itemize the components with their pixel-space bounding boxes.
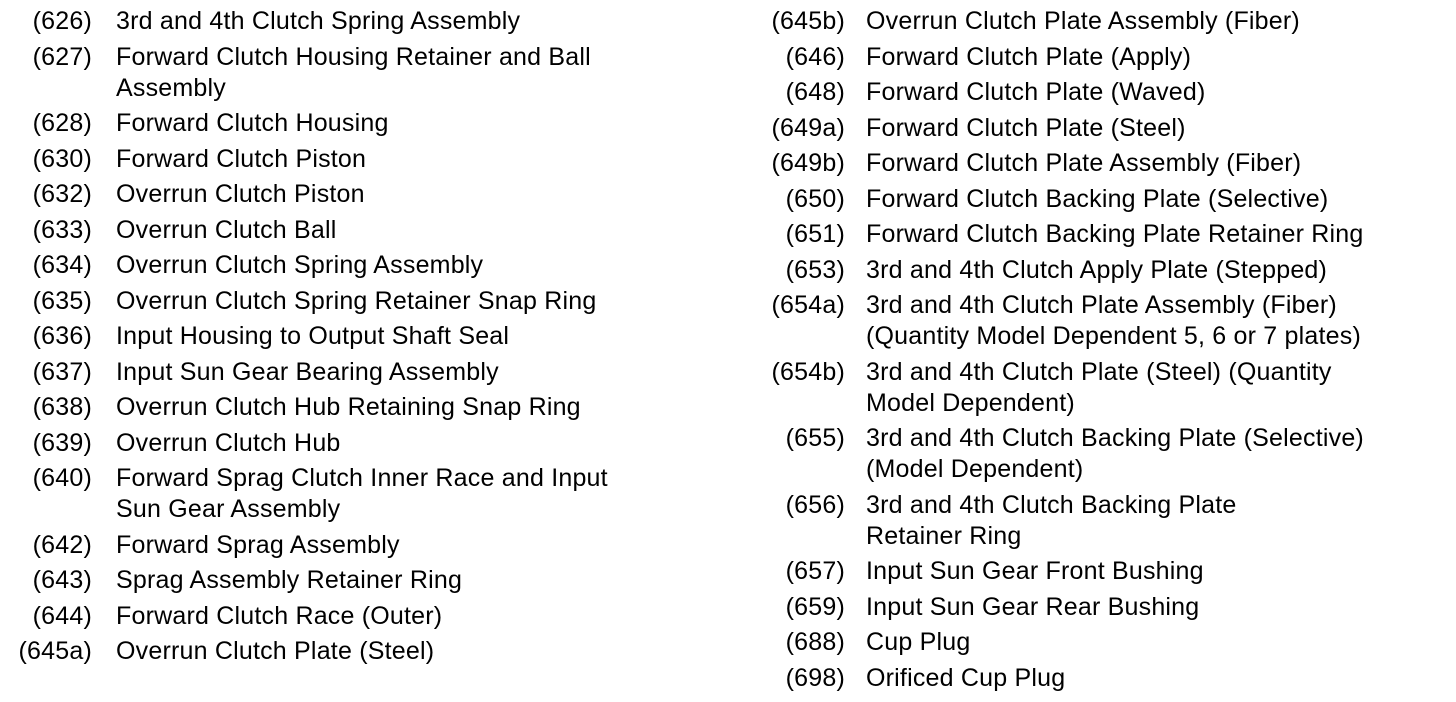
part-description-line: Forward Clutch Backing Plate (Selective) — [866, 184, 1329, 213]
part-number: (643) — [32, 566, 92, 594]
part-description — [92, 286, 700, 317]
part-number: (657) — [785, 557, 845, 585]
parts-list-item — [748, 592, 1448, 623]
part-description-line: Input Sun Gear Bearing Assembly — [116, 357, 499, 386]
parts-list-item — [748, 42, 1448, 73]
part-description-line: Forward Clutch Plate (Apply) — [866, 42, 1192, 71]
part-description — [845, 627, 1448, 658]
part-number: (644) — [32, 601, 92, 630]
part-description-line: Forward Sprag Clutch Inner Race and Input — [116, 464, 608, 492]
parts-list-item — [748, 219, 1448, 250]
part-description — [845, 490, 1448, 552]
part-description — [92, 144, 700, 175]
parts-list-item — [748, 113, 1448, 144]
part-description — [92, 428, 700, 459]
part-description — [845, 42, 1448, 73]
part-description-line: Input Sun Gear Rear Bushing — [866, 592, 1200, 621]
parts-list-item — [0, 321, 700, 352]
parts-list-item — [0, 565, 700, 596]
parts-list-item — [0, 6, 700, 37]
part-number: (645b) — [771, 7, 845, 35]
part-description — [92, 6, 700, 37]
part-description — [92, 42, 700, 104]
part-description — [92, 565, 700, 596]
part-description — [845, 219, 1448, 250]
part-description — [845, 592, 1448, 623]
part-description-line: Cup Plug — [866, 628, 971, 656]
part-description-line: Forward Sprag Assembly — [116, 530, 400, 559]
part-description-line: Forward Clutch Plate Assembly (Fiber) — [866, 149, 1302, 177]
part-number: (628) — [32, 109, 92, 137]
parts-list-item — [0, 428, 700, 459]
part-description-line: Model Dependent) — [866, 388, 1075, 417]
part-number: (651) — [785, 220, 845, 248]
part-number: (653) — [785, 255, 845, 284]
parts-list-item — [748, 77, 1448, 108]
parts-list-item — [748, 663, 1448, 694]
part-description — [92, 392, 700, 423]
part-number: (635) — [32, 286, 92, 315]
parts-list-item — [748, 357, 1448, 419]
part-description-line: (Model Dependent) — [866, 455, 1084, 483]
part-description-line: Overrun Clutch Hub — [116, 428, 341, 457]
part-description-line: Forward Clutch Plate (Waved) — [866, 78, 1206, 106]
part-number: (698) — [785, 663, 845, 692]
part-description-line: Retainer Ring — [866, 521, 1022, 550]
parts-list-right-column — [748, 6, 1448, 698]
part-number: (648) — [785, 78, 845, 106]
parts-list-item — [0, 601, 700, 632]
part-number: (632) — [32, 180, 92, 208]
parts-list-item — [0, 42, 700, 104]
part-number: (659) — [785, 592, 845, 621]
parts-list-item — [748, 255, 1448, 286]
parts-list-item — [0, 357, 700, 388]
part-description — [92, 179, 700, 210]
part-number: (656) — [785, 490, 845, 519]
part-description-line: Input Housing to Output Shaft Seal — [116, 322, 510, 350]
part-description-line: Forward Clutch Housing — [116, 109, 389, 137]
parts-list-item — [0, 250, 700, 281]
part-number: (645a) — [18, 637, 92, 665]
parts-list-item — [0, 144, 700, 175]
part-description-line: Overrun Clutch Piston — [116, 180, 365, 208]
parts-list-item — [0, 286, 700, 317]
part-description-line: 3rd and 4th Clutch Apply Plate (Stepped) — [866, 255, 1328, 284]
part-description — [845, 6, 1448, 37]
part-number: (646) — [785, 42, 845, 71]
part-number: (627) — [32, 42, 92, 71]
part-description — [845, 423, 1448, 485]
parts-list-item — [748, 6, 1448, 37]
parts-list-item — [0, 108, 700, 139]
part-description — [92, 250, 700, 281]
part-number: (642) — [32, 530, 92, 559]
part-description — [845, 113, 1448, 144]
part-description — [845, 556, 1448, 587]
part-description-line: Overrun Clutch Hub Retaining Snap Ring — [116, 393, 581, 421]
part-number: (630) — [32, 144, 92, 173]
part-description-line: 3rd and 4th Clutch Backing Plate — [866, 490, 1237, 519]
part-number: (638) — [32, 393, 92, 421]
parts-list-item — [0, 179, 700, 210]
part-description — [92, 530, 700, 561]
part-description-line: Forward Clutch Housing Retainer and Ball — [116, 42, 591, 71]
part-description — [845, 77, 1448, 108]
parts-list-item — [748, 290, 1448, 352]
part-description-line: (Quantity Model Dependent 5, 6 or 7 plates) — [866, 322, 1361, 350]
part-number: (654a) — [771, 291, 845, 319]
part-number: (649a) — [771, 113, 845, 142]
part-number: (634) — [32, 251, 92, 279]
part-number: (626) — [32, 7, 92, 35]
part-description — [92, 215, 700, 246]
part-description — [92, 357, 700, 388]
part-number: (633) — [32, 215, 92, 244]
part-description-line: Overrun Clutch Ball — [116, 215, 337, 244]
part-number: (655) — [785, 424, 845, 452]
part-description-line: Orificed Cup Plug — [866, 663, 1066, 692]
part-description-line: Sprag Assembly Retainer Ring — [116, 566, 463, 594]
parts-list-item — [0, 636, 700, 667]
parts-list-item — [748, 184, 1448, 215]
parts-list-item — [0, 215, 700, 246]
parts-list-item — [748, 423, 1448, 485]
part-description — [845, 290, 1448, 352]
parts-list-left-column — [0, 6, 700, 672]
part-description — [845, 148, 1448, 179]
parts-list-item — [748, 148, 1448, 179]
part-description — [845, 255, 1448, 286]
part-number: (637) — [32, 357, 92, 386]
part-number: (636) — [32, 322, 92, 350]
part-description-line: Forward Clutch Backing Plate Retainer Ring — [866, 220, 1364, 248]
part-description-line: 3rd and 4th Clutch Plate (Steel) (Quantity — [866, 357, 1332, 386]
part-description-line: Input Sun Gear Front Bushing — [866, 557, 1204, 585]
part-description — [845, 357, 1448, 419]
part-description-line: 3rd and 4th Clutch Backing Plate (Selective) — [866, 424, 1364, 452]
part-description-line: 3rd and 4th Clutch Plate Assembly (Fiber) — [866, 291, 1337, 319]
part-number: (639) — [32, 428, 92, 457]
part-description-line: Overrun Clutch Plate Assembly (Fiber) — [866, 7, 1300, 35]
parts-list-item — [748, 490, 1448, 552]
parts-list-item — [748, 556, 1448, 587]
part-description — [92, 321, 700, 352]
part-description-line: 3rd and 4th Clutch Spring Assembly — [116, 7, 521, 35]
part-number: (640) — [32, 464, 92, 492]
part-number: (649b) — [771, 149, 845, 177]
part-description-line: Forward Clutch Plate (Steel) — [866, 113, 1186, 142]
part-description-line: Overrun Clutch Spring Retainer Snap Ring — [116, 286, 597, 315]
part-description-line: Forward Clutch Piston — [116, 144, 367, 173]
part-description-line: Overrun Clutch Plate (Steel) — [116, 637, 435, 665]
part-description-line: Forward Clutch Race (Outer) — [116, 601, 443, 630]
part-description — [92, 636, 700, 667]
part-number: (654b) — [771, 357, 845, 386]
part-description — [92, 463, 700, 525]
part-number: (650) — [785, 184, 845, 213]
parts-list-item — [748, 627, 1448, 658]
part-description — [92, 108, 700, 139]
part-description — [845, 184, 1448, 215]
parts-list-item — [0, 392, 700, 423]
part-description-line: Assembly — [116, 73, 226, 102]
part-description — [845, 663, 1448, 694]
parts-list-item — [0, 530, 700, 561]
parts-list-item — [0, 463, 700, 525]
part-description — [92, 601, 700, 632]
part-number: (688) — [785, 628, 845, 656]
part-description-line: Sun Gear Assembly — [116, 495, 341, 523]
part-description-line: Overrun Clutch Spring Assembly — [116, 251, 484, 279]
